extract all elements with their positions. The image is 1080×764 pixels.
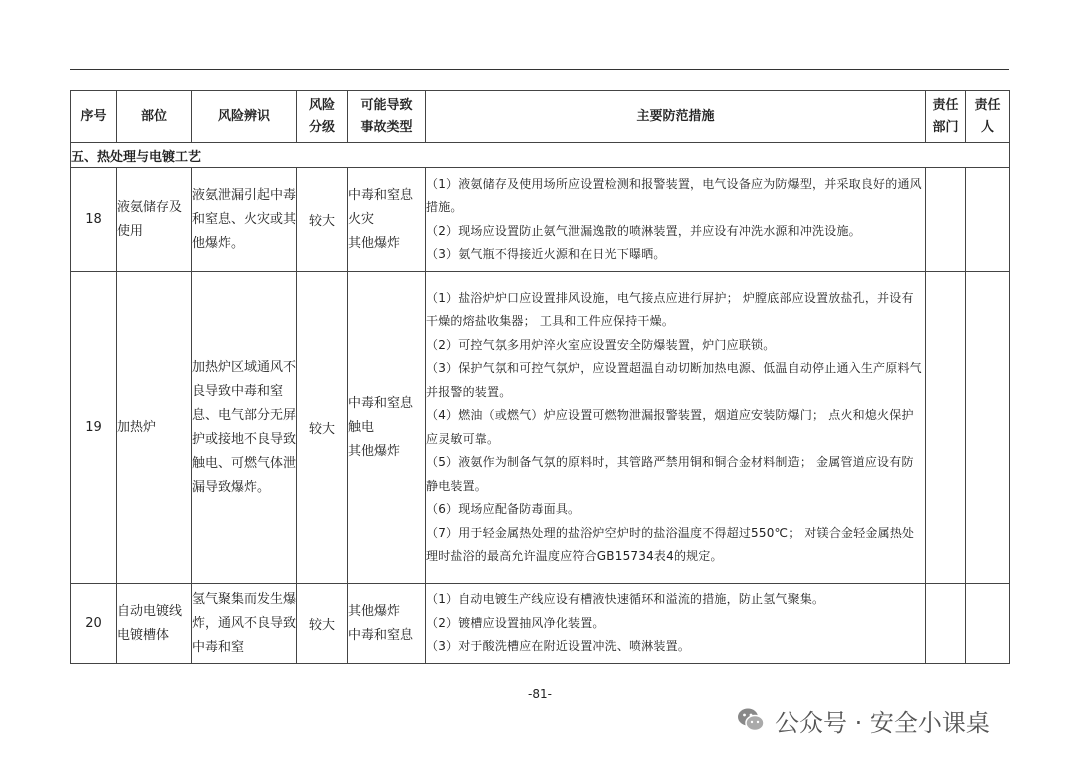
row-person <box>966 584 1010 664</box>
row-part: 液氨储存及使用 <box>117 168 192 272</box>
header-no: 序号 <box>71 91 117 143</box>
header-dept: 责任 部门 <box>926 91 966 143</box>
row-part: 加热炉 <box>117 272 192 584</box>
row-number: 19 <box>71 272 117 584</box>
row-measures: （1）盐浴炉炉口应设置排风设施，电气接点应进行屏护； 炉膛底部应设置放盐孔，并设有干燥的熔盐收集器； 工具和工件应保持干燥。 （2）可控气氛多用炉淬火室应设置安全防爆装置，炉门应联锁。 （3）保护气氛和可控气氛炉，应设置超温自动切断加热电源、低温自动停止通入生产原料气并报警的装置。 （4）燃油（或燃气）炉应设置可燃物泄漏报警装置，烟道应安装防爆门； 点火和熄火保护应灵敏可靠。 （5）液氨作为制备气氛的原料时，其管路严禁用铜和铜合金材料制造； 金属管道应设有防静电装置。 （6）现场应配备防毒面具。 （7）用于轻金属热处理的盐浴炉空炉时的盐浴温度不得超过550℃； 对镁合金轻金属热处理时盐浴的最高允许温度应符合GB15734表4的规定。 <box>426 272 926 584</box>
row-level: 较大 <box>297 168 348 272</box>
header-accident: 可能导致 事故类型 <box>348 91 426 143</box>
table-row <box>71 584 1010 664</box>
row-person <box>966 272 1010 584</box>
row-number: 18 <box>71 168 117 272</box>
row-measures: （1）自动电镀生产线应设有槽液快速循环和溢流的措施，防止氢气聚集。 （2）镀槽应设置抽风净化装置。 （3）对于酸洗槽应在附近设置冲洗、喷淋装置。 <box>426 584 926 664</box>
header-part: 部位 <box>117 91 192 143</box>
row-person <box>966 168 1010 272</box>
header-risk: 风险辨识 <box>192 91 297 143</box>
row-number: 20 <box>71 584 117 664</box>
row-dept <box>926 272 966 584</box>
row-risk: 氢气聚集而发生爆炸，通风不良导致中毒和窒 <box>192 584 297 664</box>
row-level: 较大 <box>297 272 348 584</box>
row-accident: 中毒和窒息 火灾 其他爆炸 <box>348 168 426 272</box>
header-level: 风险 分级 <box>297 91 348 143</box>
row-part: 自动电镀线电镀槽体 <box>117 584 192 664</box>
row-dept <box>926 168 966 272</box>
section-row <box>71 143 1010 168</box>
row-risk: 加热炉区域通风不良导致中毒和窒息、电气部分无屏护或接地不良导致触电、可燃气体泄漏导致爆炸。 <box>192 272 297 584</box>
row-risk: 液氨泄漏引起中毒和窒息、火灾或其他爆炸。 <box>192 168 297 272</box>
row-accident: 中毒和窒息 触电 其他爆炸 <box>348 272 426 584</box>
header-row <box>71 91 1010 143</box>
header-person: 责任 人 <box>966 91 1010 143</box>
header-measures: 主要防范措施 <box>426 91 926 143</box>
wechat-icon <box>735 704 767 736</box>
risk-table <box>70 90 1010 664</box>
section-title: 五、热处理与电镀工艺 <box>71 143 1010 168</box>
row-accident: 其他爆炸 中毒和窒息 <box>348 584 426 664</box>
header-rule <box>70 69 1009 70</box>
row-dept <box>926 584 966 664</box>
page-number: -81- <box>528 687 552 701</box>
table-row <box>71 272 1010 584</box>
row-measures: （1）液氨储存及使用场所应设置检测和报警装置，电气设备应为防爆型，并采取良好的通风措施。 （2）现场应设置防止氨气泄漏逸散的喷淋装置，并应设有冲洗水源和冲洗设施。 （3）氨气瓶不得接近火源和在日光下曝晒。 <box>426 168 926 272</box>
row-level: 较大 <box>297 584 348 664</box>
table-row <box>71 168 1010 272</box>
watermark <box>735 702 990 738</box>
watermark-text: 公众号 · 安全小课桌 <box>775 708 990 737</box>
